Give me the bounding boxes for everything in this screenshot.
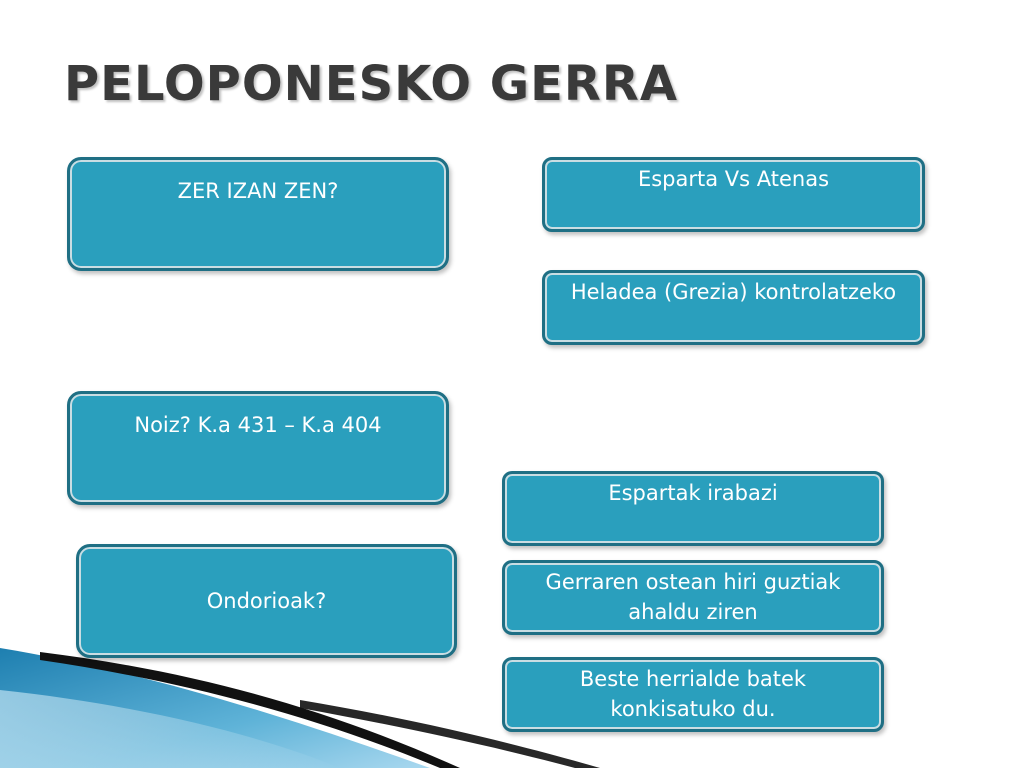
box-consequences: Ondorioak? bbox=[76, 544, 457, 658]
box-sparta-won: Espartak irabazi bbox=[502, 471, 884, 546]
box-when: Noiz? K.a 431 – K.a 404 bbox=[67, 391, 449, 505]
box-cities-weakened: Gerraren ostean hiri guztiak ahaldu ziren bbox=[502, 560, 884, 635]
box-conquered: Beste herrialde batek konkisatuko du. bbox=[502, 657, 884, 732]
box-control-hellas: Heladea (Grezia) kontrolatzeko bbox=[542, 270, 925, 345]
box-what-was-it: ZER IZAN ZEN? bbox=[67, 157, 449, 271]
slide-title: PELOPONESKO GERRA bbox=[64, 56, 678, 112]
box-sparta-vs-athens: Esparta Vs Atenas bbox=[542, 157, 925, 232]
